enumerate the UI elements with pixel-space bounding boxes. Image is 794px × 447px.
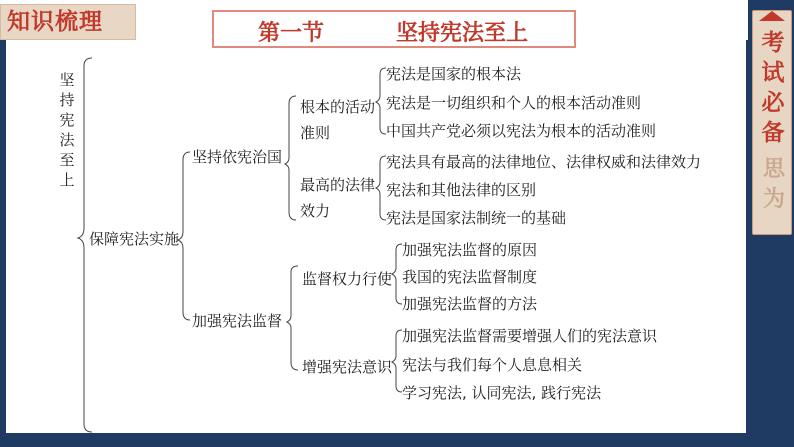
leaf-item: 宪法是国家的根本法 — [386, 65, 522, 83]
root-node: 坚 持 宪 法 至 上 — [59, 71, 75, 189]
leaf-item: 加强宪法监督的方法 — [402, 295, 538, 313]
leaf-item: 宪法具有最高的法律地位、法律权威和法律效力 — [386, 153, 702, 171]
side-ghost-2: 为 — [762, 187, 785, 212]
branch-a-sub2-node: 最高的法律效力 — [300, 176, 376, 220]
leaf-item: 宪法与我们每个人息息相关 — [402, 356, 583, 374]
leaf-item: 中国共产党必须以宪法为根本的活动准则 — [386, 122, 657, 140]
leaf-item: 加强宪法监督需要增强人们的宪法意识 — [402, 327, 658, 345]
leaf-item: 宪法是一切组织和个人的根本活动准则 — [386, 94, 642, 112]
leaf-item: 我国的宪法监督制度 — [402, 268, 538, 286]
side-char-1: 考 — [761, 30, 785, 56]
leaf-item: 宪法和其他法律的区别 — [386, 181, 537, 199]
leaf-item: 学习宪法, 认同宪法, 践行宪法 — [402, 384, 602, 402]
section-title: 坚持宪法至上 — [396, 21, 529, 46]
branch-b-sub2-node: 增强宪法意识 — [302, 358, 393, 376]
side-ghost-1: 思 — [762, 157, 785, 182]
side-char-3: 必 — [761, 90, 785, 116]
side-char-4: 备 — [761, 120, 785, 146]
side-char-2: 试 — [761, 60, 785, 86]
branch-b-node: 加强宪法监督 — [192, 312, 283, 330]
leaf-item: 加强宪法监督的原因 — [402, 241, 538, 259]
level1-node: 保障宪法实施 — [89, 230, 180, 248]
branch-b-sub1-node: 监督权力行使 — [302, 270, 393, 288]
branch-a-sub1-node: 根本的活动准则 — [300, 98, 376, 142]
leaf-item: 宪法是国家法制统一的基础 — [386, 209, 567, 227]
section-number: 第一节 — [258, 21, 325, 46]
section-tag: 知识梳理 — [0, 4, 136, 40]
branch-a-node: 坚持依宪治国 — [192, 148, 283, 166]
